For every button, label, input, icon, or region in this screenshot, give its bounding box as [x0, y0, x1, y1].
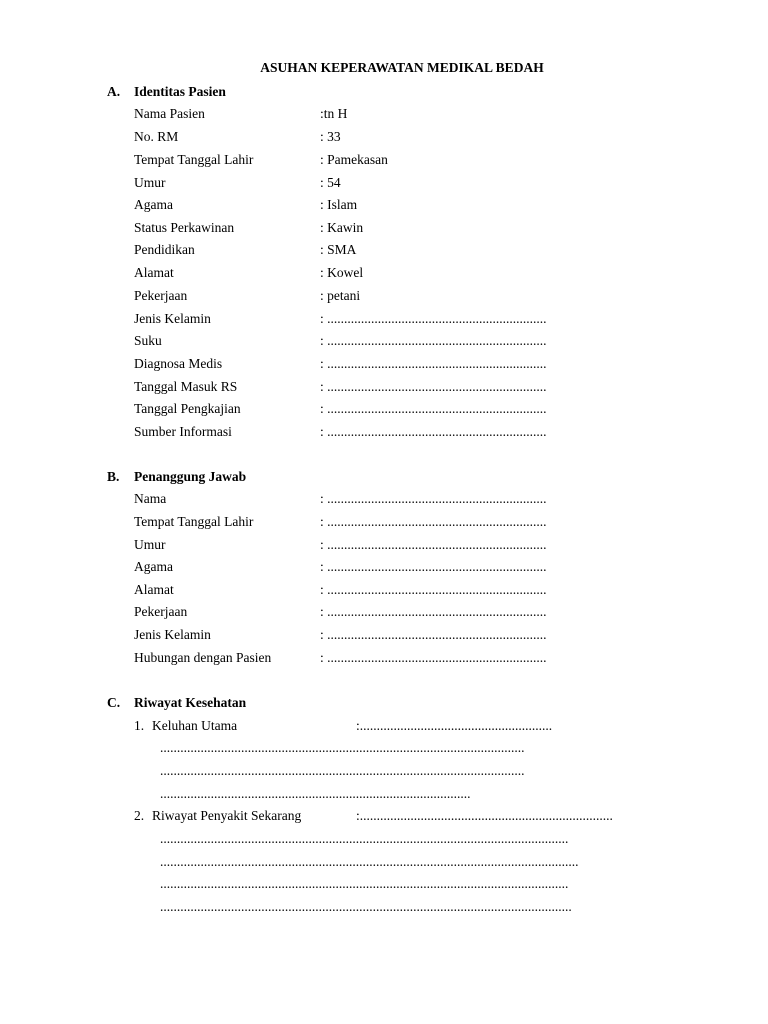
field-label: Pekerjaan [134, 288, 188, 303]
field-value: : ................................................................. [320, 401, 547, 416]
field-label: Agama [134, 197, 173, 212]
field-label: Tempat Tanggal Lahir [134, 152, 254, 167]
section-c-letter: C. [107, 695, 121, 710]
section-a-letter: A. [107, 84, 121, 99]
dotted-line: ............................................................................................................ [160, 763, 525, 778]
section-c-title: Riwayat Kesehatan [134, 695, 247, 710]
field-row [0, 104, 768, 124]
history-item [0, 716, 768, 736]
field-row [0, 127, 768, 147]
field-row [0, 286, 768, 306]
field-row [0, 331, 768, 351]
field-label: Nama [134, 491, 167, 506]
field-value: : ................................................................. [320, 424, 547, 439]
field-label: Suku [134, 333, 162, 348]
item-number: 1. [134, 718, 145, 733]
dotted-line: ............................................................................................ [160, 786, 471, 801]
item-value: :........................................................................... [356, 808, 613, 823]
field-value: : 54 [320, 175, 341, 190]
field-value: : ................................................................. [320, 650, 547, 665]
field-label: Diagnosa Medis [134, 356, 223, 371]
field-row [0, 309, 768, 329]
field-value: : Islam [320, 197, 358, 212]
item-number: 2. [134, 808, 145, 823]
field-value: : ................................................................. [320, 356, 547, 371]
field-value: : ................................................................. [320, 559, 547, 574]
field-row [0, 648, 768, 668]
page-title: ASUHAN KEPERAWATAN MEDIKAL BEDAH [260, 60, 544, 75]
field-label: Tempat Tanggal Lahir [134, 514, 254, 529]
field-label: Jenis Kelamin [134, 311, 211, 326]
field-row [0, 263, 768, 283]
section-b-title: Penanggung Jawab [134, 469, 247, 484]
field-value: : Kowel [320, 265, 364, 280]
field-value: : ................................................................. [320, 537, 547, 552]
field-row [0, 422, 768, 442]
field-label: Jenis Kelamin [134, 627, 211, 642]
dotted-line: .......................................................................................................................... [160, 899, 572, 914]
dotted-line: ......................................................................................................................... [160, 831, 569, 846]
field-value: : SMA [320, 242, 357, 257]
field-label: Alamat [134, 265, 174, 280]
field-label: Pendidikan [134, 242, 195, 257]
field-value: : ................................................................. [320, 627, 547, 642]
field-row [0, 399, 768, 419]
field-label: Umur [134, 175, 166, 190]
field-label: Tanggal Pengkajian [134, 401, 241, 416]
field-row [0, 489, 768, 509]
field-label: Alamat [134, 582, 174, 597]
field-label: No. RM [134, 129, 179, 144]
field-row [0, 195, 768, 215]
field-value: : ................................................................. [320, 582, 547, 597]
field-value: : ................................................................. [320, 514, 547, 529]
item-value: :......................................................... [356, 718, 553, 733]
field-label: Hubungan dengan Pasien [134, 650, 272, 665]
field-row [0, 602, 768, 622]
section-b-letter: B. [107, 469, 120, 484]
field-label: Sumber Informasi [134, 424, 232, 439]
field-row [0, 377, 768, 397]
field-value: : ................................................................. [320, 491, 547, 506]
dotted-line: ............................................................................................................................ [160, 854, 579, 869]
field-row [0, 150, 768, 170]
field-label: Umur [134, 537, 166, 552]
dotted-line: ......................................................................................................................... [160, 876, 569, 891]
field-row [0, 354, 768, 374]
field-row [0, 535, 768, 555]
field-value: : Pamekasan [320, 152, 388, 167]
field-label: Agama [134, 559, 173, 574]
item-label: Keluhan Utama [152, 718, 238, 733]
field-row [0, 557, 768, 577]
field-label: Tanggal Masuk RS [134, 379, 238, 394]
history-item [0, 806, 768, 826]
field-label: Nama Pasien [134, 106, 205, 121]
field-value: : petani [320, 288, 361, 303]
field-label: Pekerjaan [134, 604, 188, 619]
dotted-line: ............................................................................................................ [160, 740, 525, 755]
field-row [0, 240, 768, 260]
field-row [0, 218, 768, 238]
section-a-title: Identitas Pasien [134, 84, 226, 99]
field-value: : ................................................................. [320, 311, 547, 326]
field-row [0, 580, 768, 600]
field-value: : 33 [320, 129, 341, 144]
item-label: Riwayat Penyakit Sekarang [152, 808, 302, 823]
field-row [0, 173, 768, 193]
field-label: Status Perkawinan [134, 220, 235, 235]
field-value: :tn H [320, 106, 348, 121]
field-value: : ................................................................. [320, 379, 547, 394]
field-value: : ................................................................. [320, 604, 547, 619]
field-value: : Kawin [320, 220, 364, 235]
field-row [0, 625, 768, 645]
field-value: : ................................................................. [320, 333, 547, 348]
field-row [0, 512, 768, 532]
